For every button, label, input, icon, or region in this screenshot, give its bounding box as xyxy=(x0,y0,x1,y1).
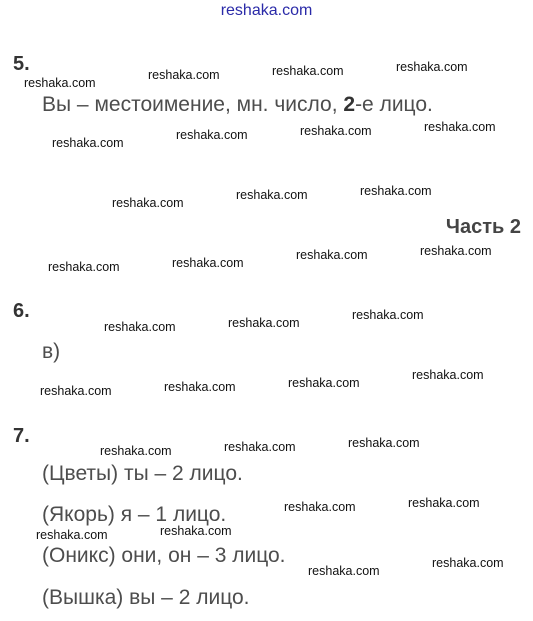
watermark: reshaka.com xyxy=(348,436,420,450)
watermark: reshaka.com xyxy=(112,196,184,210)
watermark: reshaka.com xyxy=(104,320,176,334)
task-7-line-3: (Оникс) они, он – 3 лицо. xyxy=(42,544,286,567)
watermark: reshaka.com xyxy=(172,256,244,270)
watermark: reshaka.com xyxy=(432,556,504,570)
watermark: reshaka.com xyxy=(164,380,236,394)
task-5-text-bold: 2 xyxy=(343,93,356,116)
watermark: reshaka.com xyxy=(396,60,468,74)
watermark: reshaka.com xyxy=(352,308,424,322)
task-6-answer: в) xyxy=(42,340,61,363)
watermark: reshaka.com xyxy=(408,496,480,510)
task-5-number: 5. xyxy=(13,53,30,75)
part-2-label: Часть 2 xyxy=(445,216,521,238)
watermark: reshaka.com xyxy=(236,188,308,202)
watermark: reshaka.com xyxy=(228,316,300,330)
watermark: reshaka.com xyxy=(300,124,372,138)
watermark: reshaka.com xyxy=(176,128,248,142)
watermark: reshaka.com xyxy=(40,384,112,398)
watermark: reshaka.com xyxy=(424,120,496,134)
task-7-line-4: (Вышка) вы – 2 лицо. xyxy=(42,586,250,609)
watermark: reshaka.com xyxy=(308,564,380,578)
task-7-line-2: (Якорь) я – 1 лицо. xyxy=(42,503,227,526)
watermark: reshaka.com xyxy=(296,248,368,262)
watermark: reshaka.com xyxy=(24,76,96,90)
watermark: reshaka.com xyxy=(160,524,232,538)
watermark: reshaka.com xyxy=(272,64,344,78)
watermark: reshaka.com xyxy=(48,260,120,274)
watermark: reshaka.com xyxy=(360,184,432,198)
watermark: reshaka.com xyxy=(100,444,172,458)
task-5-answer xyxy=(42,93,433,117)
task-6-number: 6. xyxy=(13,300,30,322)
watermark: reshaka.com xyxy=(148,68,220,82)
task-5-text-after: -е лицо. xyxy=(355,93,433,116)
task-7-line-1: (Цветы) ты – 2 лицо. xyxy=(42,462,243,485)
task-5-text-before: Вы – местоимение, мн. число, xyxy=(42,93,344,116)
watermark: reshaka.com xyxy=(288,376,360,390)
watermark: reshaka.com xyxy=(420,244,492,258)
watermark: reshaka.com xyxy=(284,500,356,514)
watermark: reshaka.com xyxy=(36,528,108,542)
task-7-number: 7. xyxy=(13,425,30,447)
watermark: reshaka.com xyxy=(412,368,484,382)
watermark: reshaka.com xyxy=(224,440,296,454)
site-header-link[interactable]: reshaka.com xyxy=(220,2,313,19)
watermark: reshaka.com xyxy=(52,136,124,150)
